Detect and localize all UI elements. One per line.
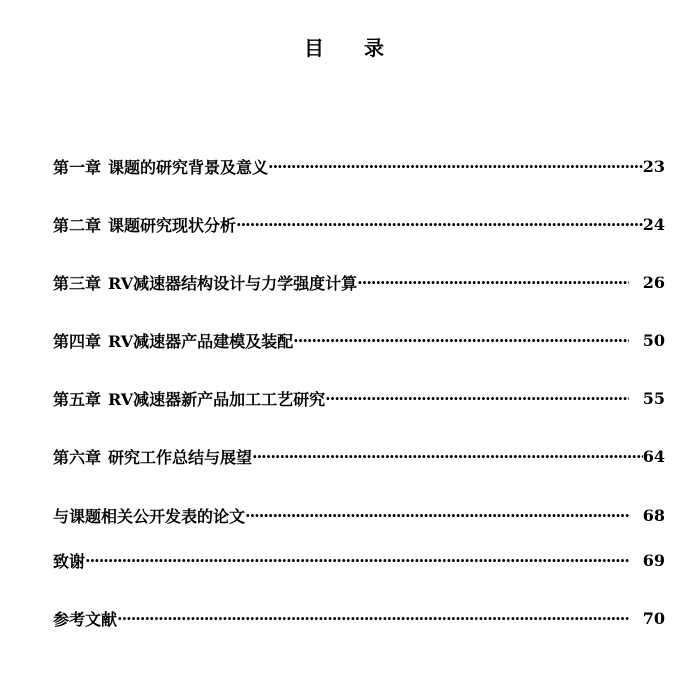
toc-entry-title: 致谢 xyxy=(53,551,86,571)
toc-entry-page: 64 xyxy=(642,446,665,466)
dot-leader xyxy=(293,331,629,350)
toc-entry-chapter-1[interactable] xyxy=(53,154,665,178)
toc-title xyxy=(0,32,688,61)
dot-leader xyxy=(236,215,643,234)
toc-entry-chapter-4[interactable] xyxy=(53,328,665,352)
toc-title-right: 录 xyxy=(364,36,384,60)
dot-leader xyxy=(245,506,629,525)
toc-entry-page: 69 xyxy=(642,550,665,570)
toc-entry-page: 26 xyxy=(642,272,665,292)
toc-entry-references[interactable] xyxy=(53,606,665,630)
toc-title-left: 目 xyxy=(304,36,324,60)
toc-entry-prefix: 第三章 xyxy=(53,273,102,293)
toc-entry-chapter-5[interactable] xyxy=(53,386,665,410)
toc-entry-title: 与课题相关公开发表的论文 xyxy=(53,506,246,526)
toc-entry-title: 课题研究现状分析 xyxy=(108,215,237,235)
toc-entry-chapter-2[interactable] xyxy=(53,212,665,236)
dot-leader xyxy=(85,551,629,570)
toc-entry-page: 50 xyxy=(642,330,665,350)
toc-entry-prefix: 第四章 xyxy=(53,331,102,351)
toc-entry-title: 研究工作总结与展望 xyxy=(108,447,253,467)
toc-entry-prefix: 第二章 xyxy=(53,215,102,235)
toc-entry-page: 24 xyxy=(642,214,665,234)
toc-entry-page: 68 xyxy=(642,505,665,525)
dot-leader xyxy=(252,447,643,466)
toc-entry-page: 70 xyxy=(642,608,665,628)
dot-leader xyxy=(268,157,643,176)
toc-entry-prefix: 第五章 xyxy=(53,389,102,409)
toc-entry-prefix: 第一章 xyxy=(53,157,102,177)
toc-entry-title: 课题的研究背景及意义 xyxy=(108,157,269,177)
toc-entry-prefix: 第六章 xyxy=(53,447,102,467)
dot-leader xyxy=(325,389,629,408)
toc-entry-page: 55 xyxy=(642,388,665,408)
toc-entry-chapter-3[interactable] xyxy=(53,270,665,294)
toc-entry-chapter-6[interactable] xyxy=(53,444,665,468)
toc-entry-page: 23 xyxy=(642,156,665,176)
toc-entry-title: 参考文献 xyxy=(53,609,118,629)
dot-leader xyxy=(357,273,629,292)
toc-entry-publications[interactable] xyxy=(53,503,665,527)
dot-leader xyxy=(117,609,629,628)
toc-entry-title: RV减速器新产品加工工艺研究 xyxy=(108,389,326,409)
toc-entry-title: RV减速器产品建模及装配 xyxy=(108,331,294,351)
toc-entry-title: RV减速器结构设计与力学强度计算 xyxy=(108,273,358,293)
toc-entry-acknowledgements[interactable] xyxy=(53,548,665,572)
